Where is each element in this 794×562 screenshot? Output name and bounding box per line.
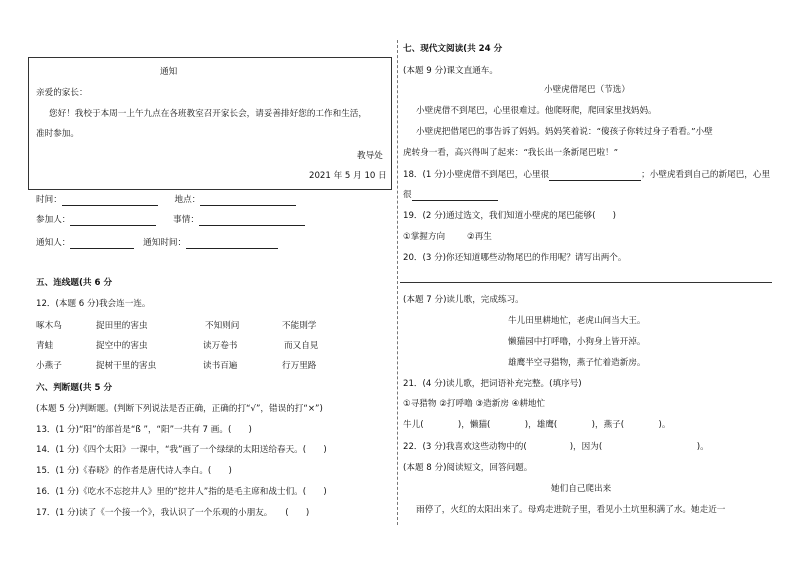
notice-date: 2021 年 5 月 10 日 — [309, 171, 387, 181]
section6-heading: 六、判断题(共 5 分 — [36, 383, 113, 393]
form-attendee-row — [36, 216, 305, 226]
form-time-row — [36, 196, 296, 206]
place-blank[interactable] — [200, 196, 296, 206]
form-notifier-label: 通知人： — [36, 238, 71, 249]
form-attendee-label: 参加人： — [36, 215, 71, 226]
form-place-label: 地点： — [174, 195, 201, 206]
form-notify-time-label: 通知时间： — [143, 238, 187, 249]
part3-intro: (本题 8 分)阅读短文，回答问题。 — [403, 463, 533, 473]
match-r1-c0[interactable]: 青蛙 — [36, 341, 54, 351]
section5-heading: 五、连线题(共 6 分 — [36, 278, 113, 288]
q17-text[interactable]: 17．(1 分)读了《一个接一个》，我认识了一个乐观的小朋友。 ( ) — [36, 508, 310, 518]
passage2-p1: 雨停了，火红的太阳出来了。母鸡走进院子里，看见小土坑里积满了水。她走近一 — [416, 505, 726, 515]
q19-text: 19．(2 分)通过选文，我们知道小壁虎的尾巴能够( ) — [403, 211, 617, 221]
passage1-title: 小壁虎借尾巴（节选） — [544, 85, 630, 95]
q14-text[interactable]: 14．(1 分)《四个太阳》一课中，“我”画了一个绿绿的太阳送给春天。( ) — [36, 445, 327, 455]
notifier-blank[interactable] — [70, 239, 134, 249]
notice-line2: 准时参加。 — [36, 129, 79, 139]
q21-text: 21．(4 分)读儿歌，把词语补充完整。(填序号) — [403, 379, 582, 389]
attendee-blank[interactable] — [70, 216, 156, 226]
match-r1-c3[interactable]: 而又自見 — [284, 341, 319, 351]
poem-line-2: 懒猫园中打呼噜，小狗身上皆开淖。 — [508, 337, 646, 347]
q18-blank2[interactable] — [412, 191, 498, 201]
match-r0-c2[interactable]: 不知则问 — [205, 321, 240, 331]
q18-text-b: ；小壁虎看到自己的新尾巴，心里 — [641, 170, 771, 181]
column-divider — [397, 40, 398, 525]
notice-line1: 您好！我校于本周一上午九点在各班教室召开家长会，请妥善排好您的工作和生活， — [49, 109, 367, 119]
notify-time-blank[interactable] — [186, 239, 278, 249]
matter-blank[interactable] — [199, 216, 305, 226]
form-time-label: 时间： — [36, 195, 62, 206]
match-r2-c1[interactable]: 捉树干里的害虫 — [96, 361, 157, 371]
passage1-p2b: 虎转身一看，高兴得叫了起来：“我长出一条新尾巴啦！” — [403, 148, 619, 158]
q18-blank1[interactable] — [549, 171, 641, 181]
match-r0-c3[interactable]: 不能則学 — [282, 321, 317, 331]
time-blank[interactable] — [62, 196, 158, 206]
q13-text[interactable]: 13．(1 分)“阳”的部首是“ß ”，“阳”一共有 7 画。( ) — [36, 425, 252, 435]
section6-intro: (本题 5 分)判断题。(判断下列说法是否正确，正确的打“√”，错误的打“×”) — [36, 404, 323, 414]
notice-greeting: 亲爱的家长： — [36, 88, 88, 98]
match-r1-c1[interactable]: 捉空中的害虫 — [96, 341, 148, 351]
q19-opt2[interactable]: ②再生 — [467, 232, 492, 242]
form-matter-label: 事情： — [173, 215, 199, 226]
match-r0-c1[interactable]: 捉田里的害虫 — [96, 321, 148, 331]
q21-fill[interactable]: 牛儿( )，懒猫( )，雄鹰( )，燕子( )。 — [403, 420, 671, 430]
poem-line-1: 牛儿田里耕地忙，老虎山间当大王。 — [508, 316, 646, 326]
passage1-p1: 小壁虎借不到尾巴，心里很难过。他爬呀爬，爬回家里找妈妈。 — [416, 106, 657, 116]
q19-opt1[interactable]: ①掌握方向 — [403, 232, 446, 242]
q20-text: 20．(3 分)你还知道哪些动物尾巴的作用呢？请写出两个。 — [403, 253, 627, 263]
q15-text[interactable]: 15．(1 分)《春晓》的作者是唐代诗人李白。( ) — [36, 466, 232, 476]
notice-title: 通知 — [160, 67, 178, 77]
q12-text: 12．(本题 6 分)我会连一连。 — [36, 299, 151, 309]
q18-text-c: 很 — [403, 190, 412, 201]
match-r2-c0[interactable]: 小燕子 — [36, 361, 62, 371]
q16-text[interactable]: 16．(1 分)《吃水不忘挖井人》里的“挖井人”指的是毛主席和战士们。( ) — [36, 487, 327, 497]
section7-heading: 七、现代文阅读(共 24 分 — [403, 44, 503, 54]
q21-options: ①寻猎物 ②打呼噜 ③造新房 ④耕地忙 — [403, 399, 546, 409]
q22-text[interactable]: 22．(3 分)我喜欢这些动物中的( )，因为( )。 — [403, 442, 709, 452]
q18-row2 — [403, 191, 498, 201]
notice-sender: 教导处 — [357, 151, 383, 161]
q20-answer-line[interactable] — [400, 282, 772, 283]
poem-line-3: 雄鹰半空寻猎物，燕子忙着造新房。 — [508, 358, 646, 368]
match-r0-c0[interactable]: 啄木鸟 — [36, 321, 62, 331]
part1-intro: (本题 9 分)课文直通车。 — [403, 66, 498, 76]
q18-row — [403, 171, 770, 181]
passage1-p2a: 小壁虎把借尾巴的事告诉了妈妈。妈妈笑着说：“傻孩子你转过身子看看。”小壁 — [416, 127, 713, 137]
match-r1-c2[interactable]: 读万卷书 — [203, 341, 238, 351]
part2-intro: (本题 7 分)读儿歌，完成练习。 — [403, 295, 524, 305]
q18-text-a: 18．(1 分)小壁虎借不到尾巴，心里很 — [403, 170, 550, 181]
match-r2-c3[interactable]: 行万里路 — [282, 361, 317, 371]
passage2-title: 她们自己爬出来 — [551, 484, 612, 494]
form-notifier-row — [36, 239, 278, 249]
match-r2-c2[interactable]: 读书百遍 — [203, 361, 238, 371]
